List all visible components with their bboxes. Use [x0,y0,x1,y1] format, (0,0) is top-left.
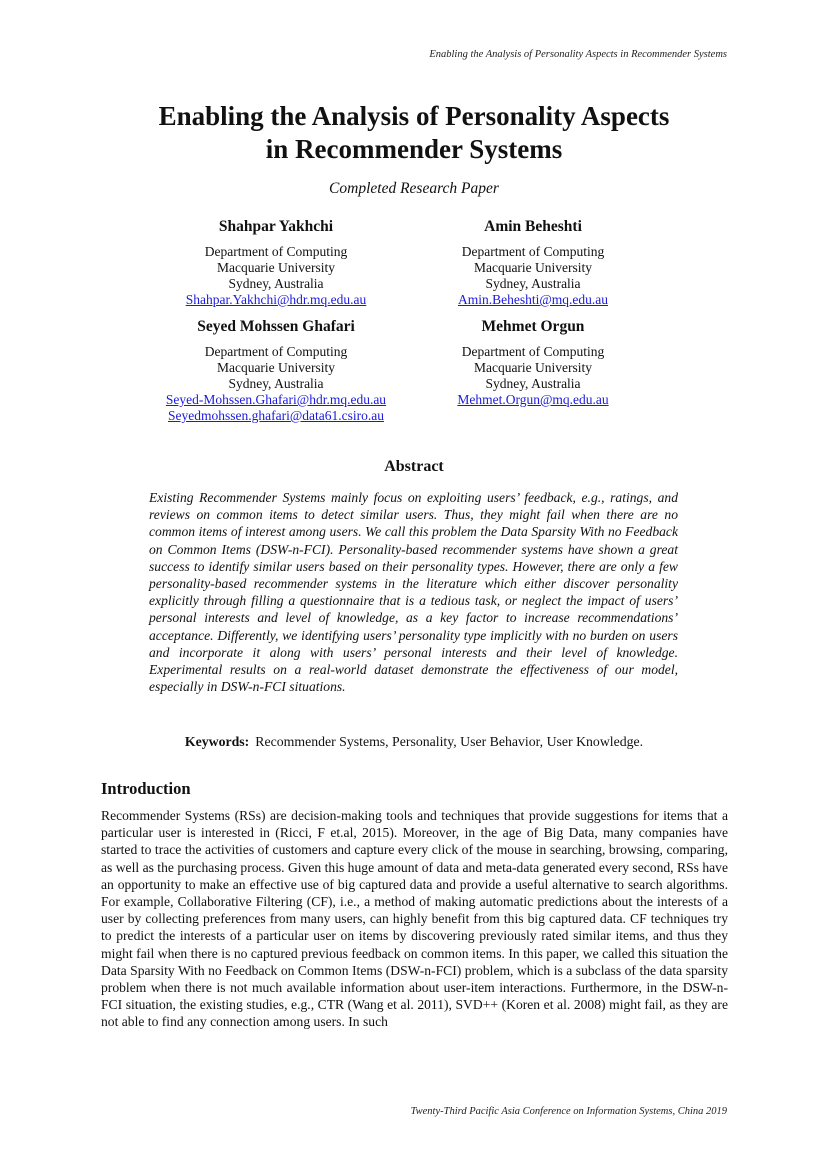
author-block [136,218,416,308]
introduction-heading: Introduction [101,779,191,798]
keywords-label: Keywords: [184,734,250,749]
author-university: Macquarie University [216,260,336,275]
author-name: Amin Beheshti [484,218,582,235]
author-email-link[interactable]: Amin.Beheshti@mq.edu.au [457,292,609,307]
running-footer: Twenty-Third Pacific Asia Conference on Information Systems, China 2019 [410,1106,727,1117]
author-block [393,218,673,308]
author-location: Sydney, Australia [228,276,324,291]
author-location: Sydney, Australia [485,376,581,391]
author-name: Shahpar Yakhchi [218,218,334,235]
author-university: Macquarie University [216,360,336,375]
paper-type: Completed Research Paper [329,180,499,197]
author-block [393,318,673,408]
paper-title-line-2: in Recommender Systems [265,134,563,164]
running-header: Enabling the Analysis of Personality Aspects in Recommender Systems [429,49,727,60]
abstract-text: Existing Recommender Systems mainly focus on exploiting users’ feedback, e.g., ratings, and reviews on common items to detect similar users. Thus, they might fail when there are no common items of interest among users. We call this problem the Data Sparsity With no Feedback on Common Items (DSW-n-FCI). Personality-based recommender systems have shown a great success to identify similar users based on their personality types. However, there are only a few personality-based recommender systems in the literature which either discover personality explicitly through filling a questionnaire that is a tedious task, or neglect the impact of users’ personal interests and level of knowledge, as a key factor to increase recommendations’ acceptance. Differently, we identifying users’ personality type implicitly with no burden on users and incorporate it along with users’ personal interests and their level of knowledge. Experimental results on a real-world dataset demonstrate the effectiveness of our model, especially in DSW-n-FCI situations. [149,490,678,695]
author-name: Seyed Mohssen Ghafari [197,318,355,335]
paper-title [0,100,828,166]
introduction-text: Recommender Systems (RSs) are decision-making tools and techniques that provide suggestions for items that a particular user is interested in (Ricci, F et.al, 2015). Moreover, in the age of Big Data, many companies have started to trace the activities of customers and capture every click of the mouse in searching, browsing, comparing, as well as the purchasing process. Given this huge amount of data and meta-data generated every second, RSs have an opportunity to make an effective use of big captured data and provide a useful alternative to search algorithms. For example, Collaborative Filtering (CF), i.e., a method of making automatic predictions about the interests of a user by collecting preferences from many users, can highly benefit from this big captured data. CF techniques try to predict the interests of a particular user on items by discovering previously rated similar items, and thus they might fail when there is no captured previous feedback on common items. In this paper, we called this situation the Data Sparsity With no Feedback on Common Items (DSW-n-FCI) problem, which is a subclass of the data sparsity problem when there is not much available information about user-item interactions. Furthermore, in the DSW-n-FCI situation, the existing studies, e.g., CTR (Wang et al. 2011), SVD++ (Koren et al. 2008) might fail, as they are not able to find any connection among users. In such [101,808,728,1030]
abstract-heading: Abstract [384,458,444,475]
author-email-link[interactable]: Shahpar.Yakhchi@hdr.mq.edu.au [185,292,367,307]
author-email-link[interactable]: Seyed-Mohssen.Ghafari@hdr.mq.edu.au [165,392,387,407]
paper-title-line-1: Enabling the Analysis of Personality Aspects [158,101,670,131]
author-department: Department of Computing [204,244,348,259]
author-university: Macquarie University [473,360,593,375]
author-location: Sydney, Australia [228,376,324,391]
author-block [136,318,416,424]
keywords-text: Recommender Systems, Personality, User Behavior, User Knowledge. [255,734,644,749]
author-department: Department of Computing [204,344,348,359]
author-department: Department of Computing [461,244,605,259]
author-email-link[interactable]: Mehmet.Orgun@mq.edu.au [457,392,609,407]
keywords [0,734,828,750]
author-name: Mehmet Orgun [481,318,585,335]
author-email-link[interactable]: Seyedmohssen.ghafari@data61.csiro.au [168,408,384,423]
author-location: Sydney, Australia [485,276,581,291]
author-department: Department of Computing [461,344,605,359]
author-university: Macquarie University [473,260,593,275]
